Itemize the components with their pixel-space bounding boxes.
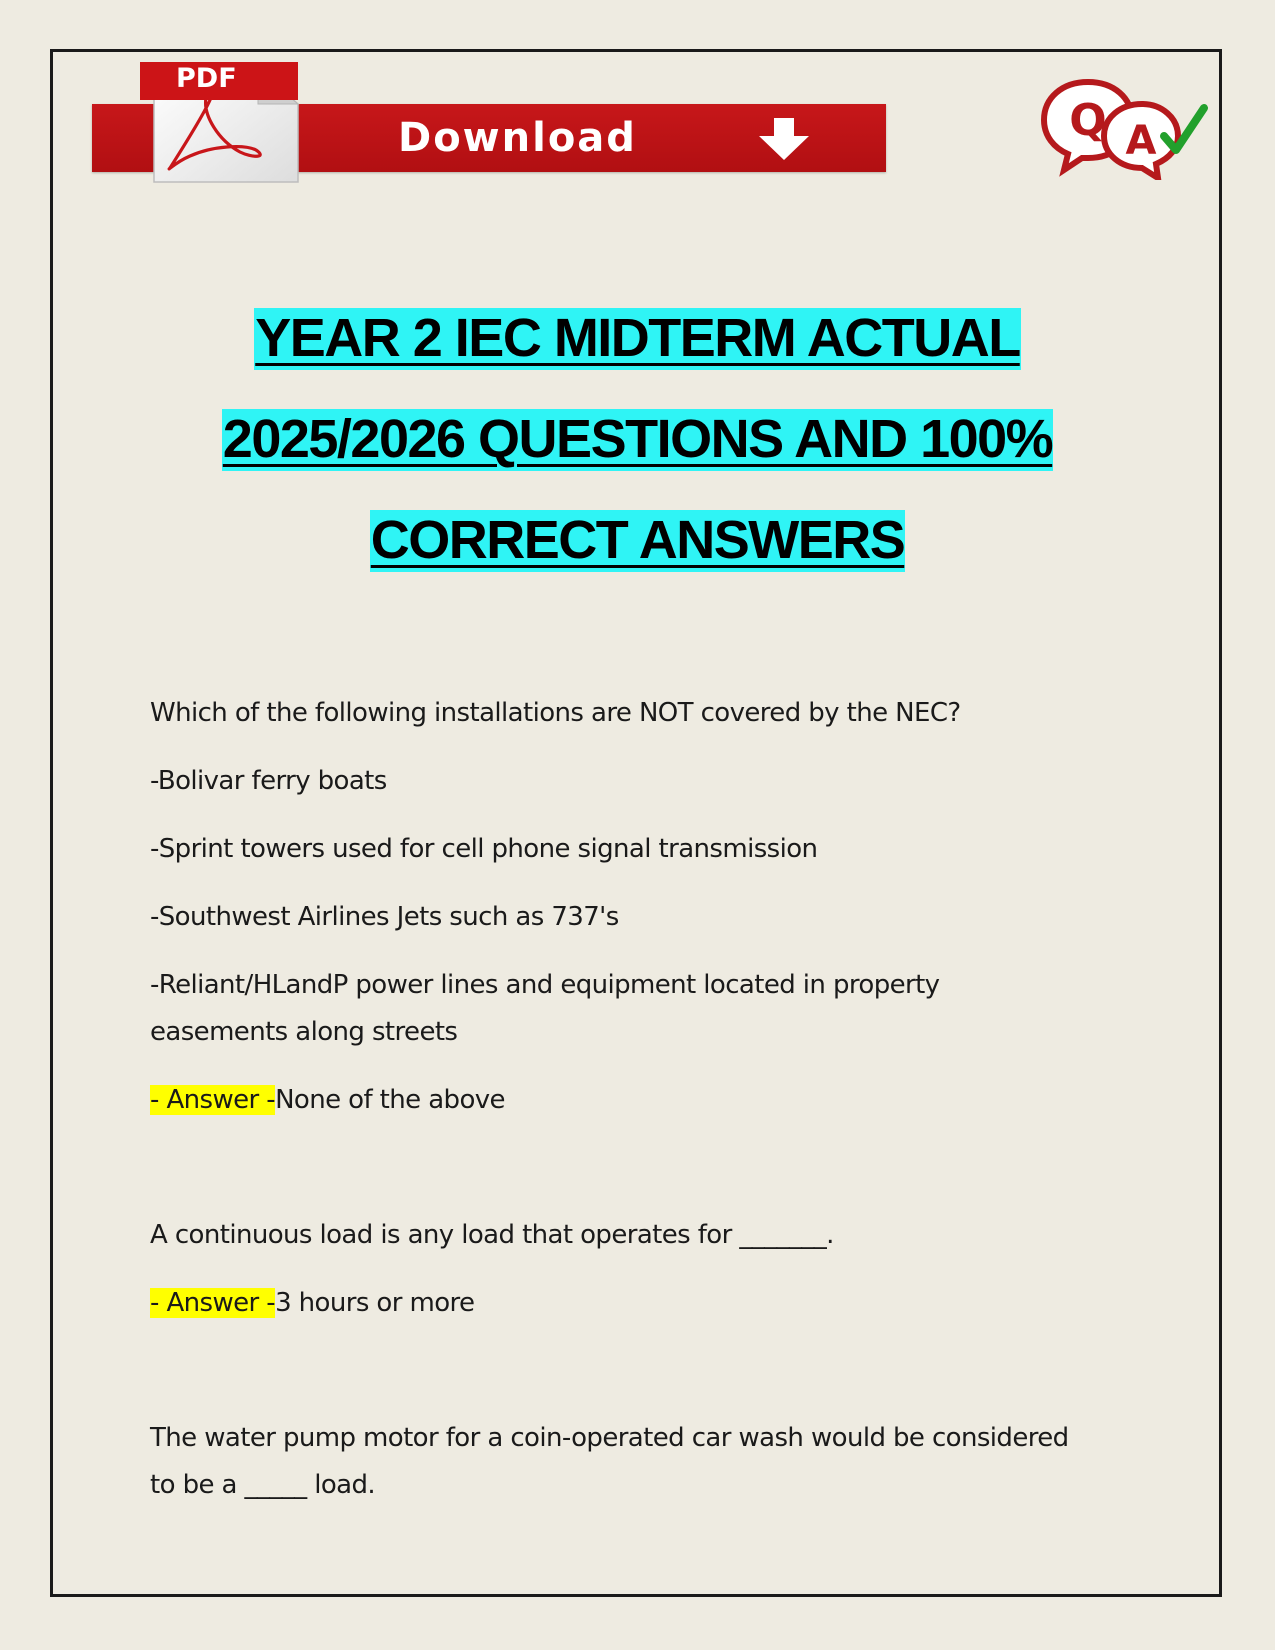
pdf-label: PDF	[140, 62, 298, 100]
qa-content	[150, 690, 1070, 1509]
pdf-download-banner[interactable]	[92, 60, 886, 185]
answer-label: - Answer -	[150, 1085, 276, 1115]
option-text: -Sprint towers used for cell phone signal transmission	[150, 834, 818, 864]
q-letter: Q	[1069, 95, 1107, 146]
option-text: -Reliant/HLandP power lines and equipment located in property easements along streets	[150, 970, 940, 1047]
document-title	[60, 303, 1215, 606]
title-line: CORRECT ANSWERS	[370, 510, 905, 570]
answer-label: - Answer -	[150, 1288, 276, 1318]
a-letter: A	[1125, 118, 1157, 164]
option-text: -Bolivar ferry boats	[150, 766, 387, 796]
title-line: YEAR 2 IEC MIDTERM ACTUAL	[255, 308, 1020, 368]
answer-text: 3 hours or more	[275, 1288, 475, 1318]
answer-line	[150, 1280, 1070, 1327]
question-text: The water pump motor for a coin-operated car wash would be considered to be a _____ load.	[150, 1423, 1069, 1500]
question-text: A continuous load is any load that operates for _______.	[150, 1220, 834, 1250]
answer-text: None of the above	[275, 1085, 505, 1115]
option-text: -Southwest Airlines Jets such as 737's	[150, 902, 619, 932]
pdf-file-icon	[140, 60, 310, 185]
answer-line	[150, 1077, 1070, 1124]
qa-check-logo	[1038, 78, 1210, 180]
download-arrow-icon	[755, 116, 813, 162]
question-text: Which of the following installations are NOT covered by the NEC?	[150, 698, 961, 728]
download-label: Download	[398, 115, 637, 161]
title-line: 2025/2026 QUESTIONS AND 100%	[222, 409, 1053, 469]
